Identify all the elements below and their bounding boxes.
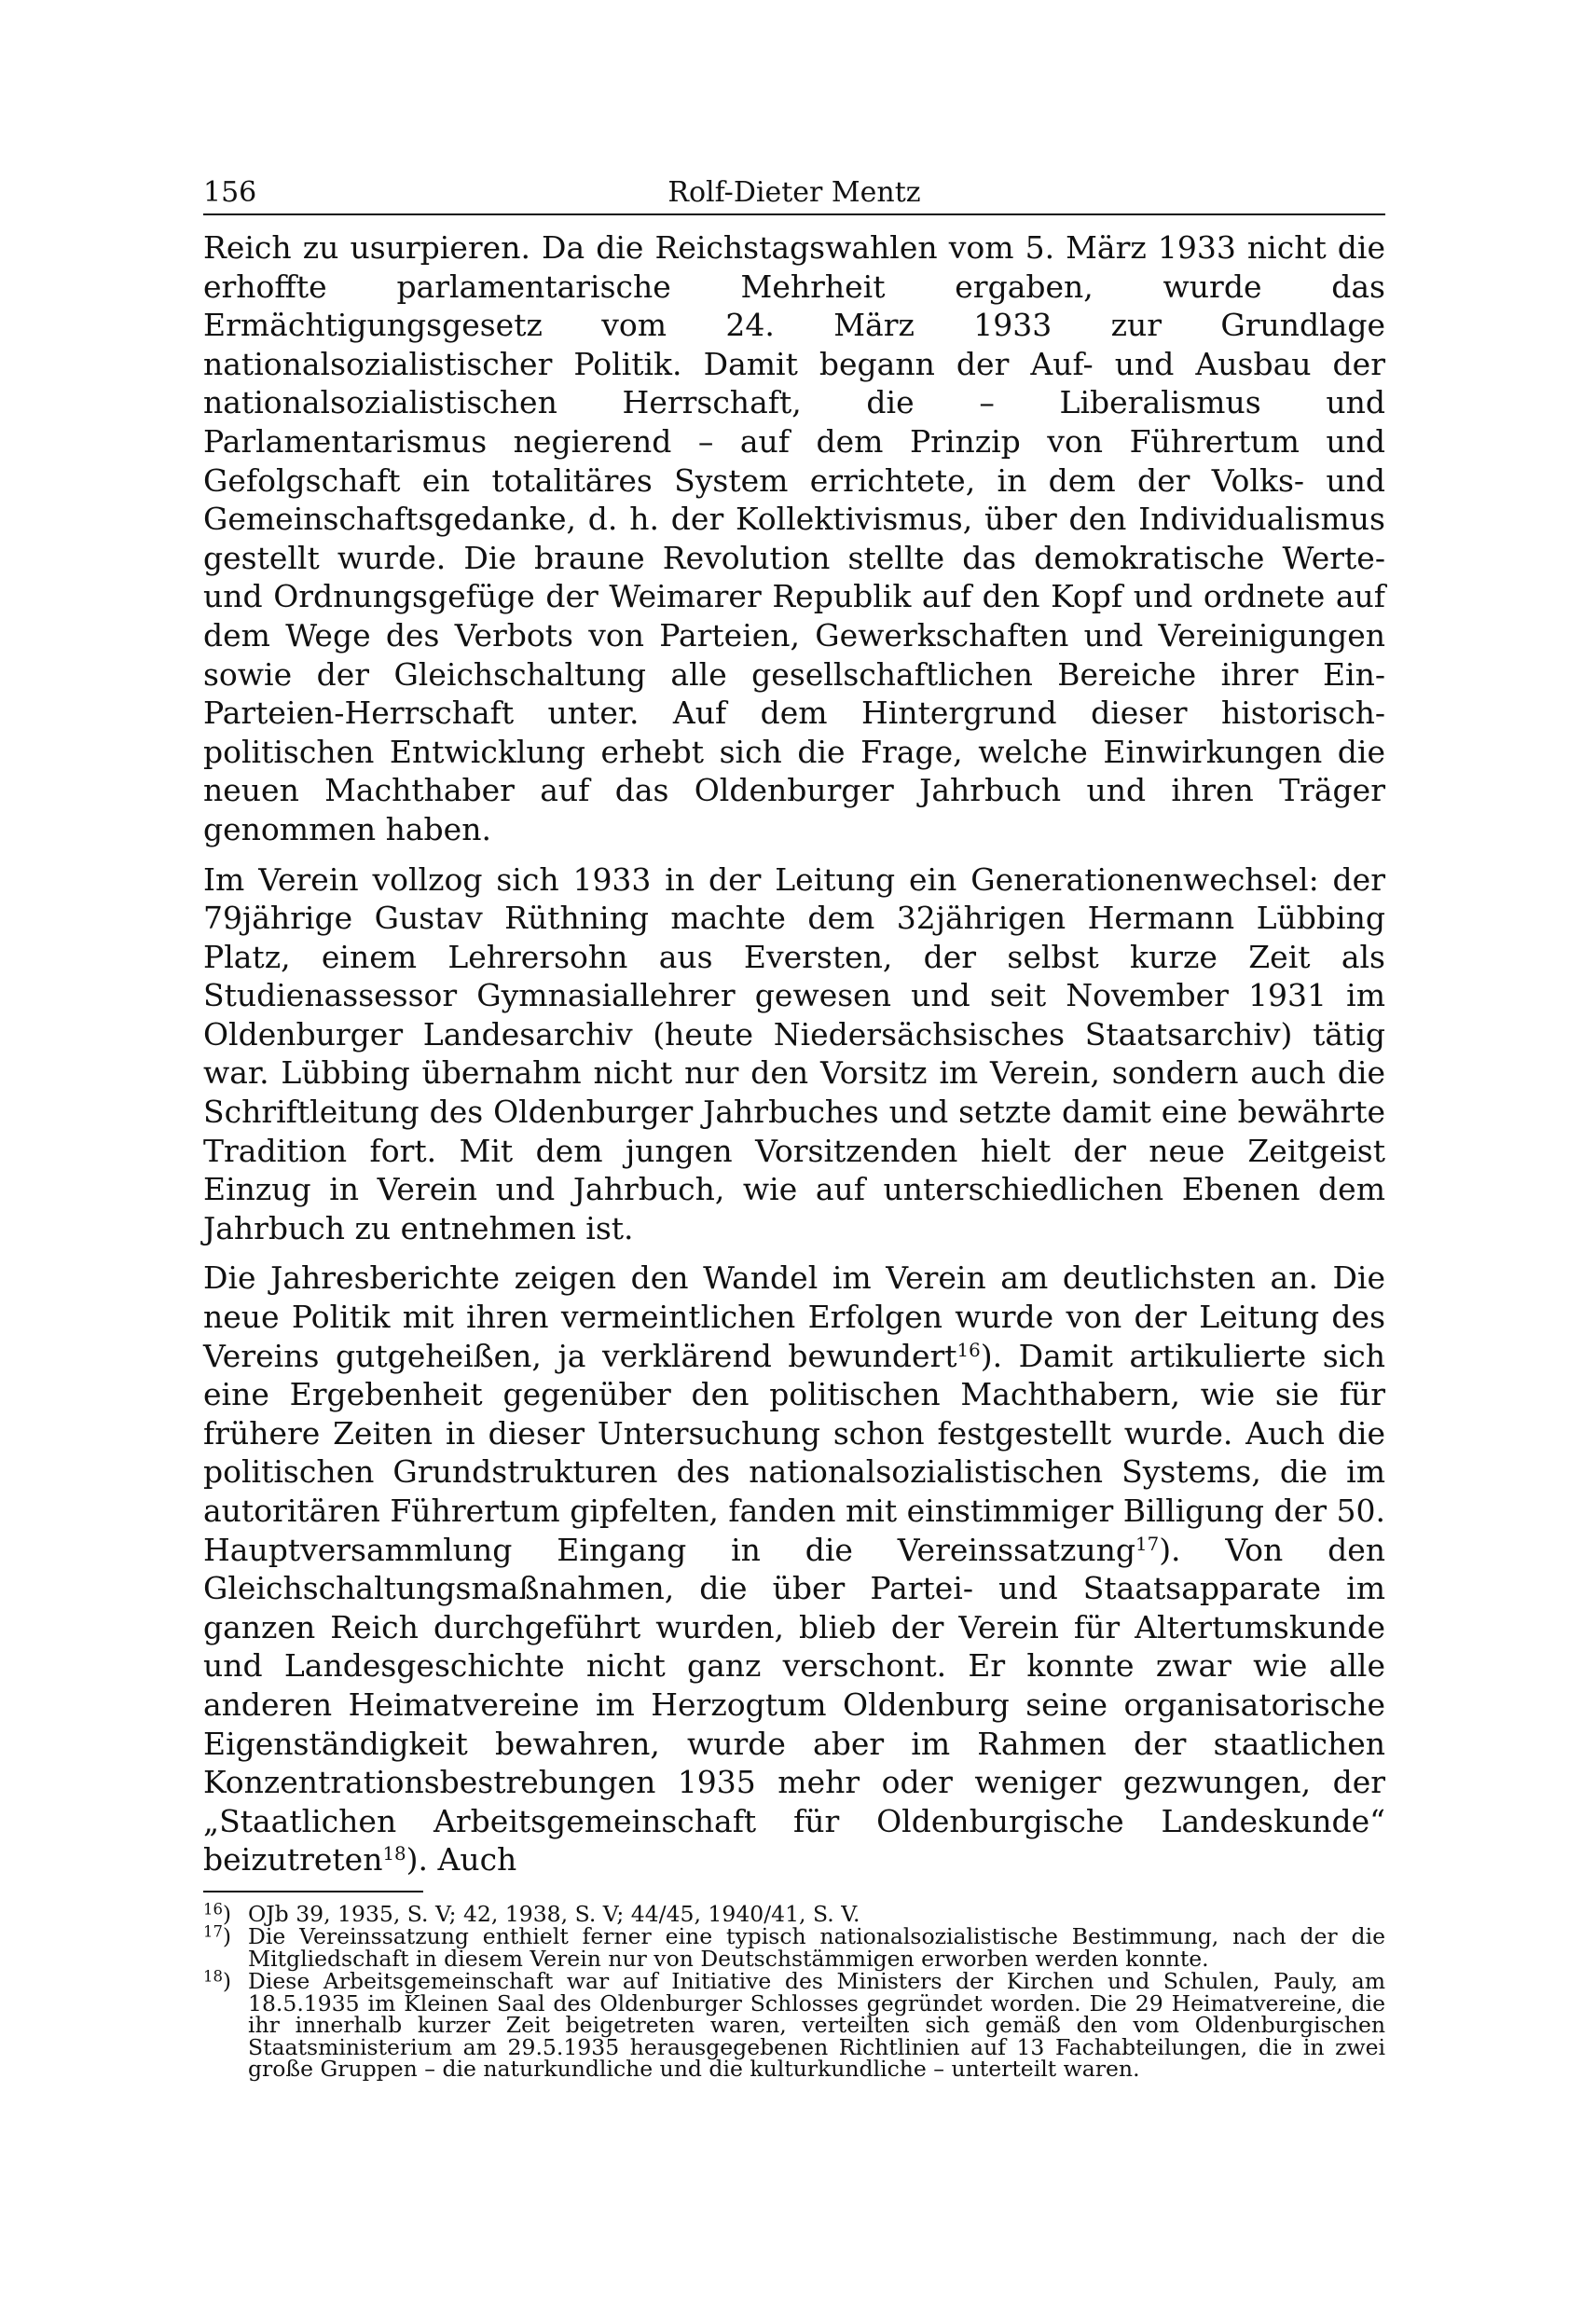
footnote-marker: $^{18}$) bbox=[203, 1968, 232, 1995]
paragraph-2: Im Verein vollzog sich 1933 in der Leitung ein Generationenwechsel: der 79jährige Gustav Rüthning machte dem 32jährigen Hermann Lübbing Platz, einem Lehrersohn aus Eversten, der selbst kurze Zeit als Studienassessor Gymnasiallehrer gewesen und seit November 1931 im Oldenburger Landesarchiv (heute Niedersächsisches Staatsarchiv) tätig war. Lübbing übernahm nicht nur den Vorsitz im Verein, sondern auch die Schriftleitung des Oldenburger Jahrbuches und setzte damit eine bewährte Tradition fort. Mit dem jungen Vorsitzenden hielt der neue Zeitgeist Einzug in Verein und Jahrbuch, wie auf unterschiedlichen Ebenen dem Jahrbuch zu entnehmen ist. bbox=[203, 860, 1385, 1246]
footnote-marker: $^{17}$) bbox=[203, 1923, 232, 1950]
body-text bbox=[203, 228, 1385, 1879]
footnote-16 bbox=[203, 1900, 1385, 1927]
running-head bbox=[203, 172, 1385, 215]
running-head-author: Rolf-Dieter Mentz bbox=[667, 176, 921, 209]
footnote-text: Diese Arbeitsgemeinschaft war auf Initiative des Ministers der Kirchen und Schulen, Pauly, am 18.5.1935 im Kleinen Saal des Oldenburger Schlosses gegründet worden. Die 29 Heimatvereine, die ihr innerhalb kurzer Zeit beigetreten waren, verteilten sich gemäß den vom Oldenburgischen Staatsministerium am 29.5.1935 herausgegebenen Richtlinien auf 13 Fachabteilungen, die in zwei große Gruppen – die naturkundliche und die kulturkundliche – unterteilt waren. bbox=[248, 1968, 1385, 2083]
footnote-divider bbox=[203, 1891, 423, 1892]
paragraph-3: Die Jahresberichte zeigen den Wandel im Verein am deutlichsten an. Die neue Politik mit ihren vermeintlichen Erfolgen wurde von der Leitung des Vereins gutgeheißen, ja verklärend bewundert$^{16}$). Damit artikulierte sich eine Ergebenheit gegenüber den politischen Machthabern, wie sie für frühere Zeiten in dieser Untersuchung schon festgestellt wurde. Auch die politischen Grundstrukturen des nationalsozialistischen Systems, die im autoritären Führertum gipfelten, fanden mit einstimmiger Billigung der 50. Hauptversammlung Eingang in die Vereinssatzung$^{17}$). Von den Gleichschaltungsmaßnahmen, die über Partei- und Staatsapparate im ganzen Reich durchgeführt wurden, blieb der Verein für Altertumskunde und Landesgeschichte nicht ganz verschont. Er konnte zwar wie alle anderen Heimatvereine im Herzogtum Oldenburg seine organisatorische Eigenständigkeit bewahren, wurde aber im Rahmen der staatlichen Konzentrationsbestrebungen 1935 mehr oder weniger gezwungen, der „Staatlichen Arbeitsgemeinschaft für Oldenburgische Landeskunde“ beizutreten$^{18}$). Auch bbox=[203, 1259, 1386, 1878]
footnote-18 bbox=[203, 1968, 1385, 2083]
footnote-ref-18: 18 bbox=[382, 1843, 406, 1865]
footnote-text: Die Vereinssatzung enthielt ferner eine typisch nationalsozialistische Bestimmung, nach der die Mitgliedschaft in diesem Verein nur von Deutschstämmigen erworben werden konnte. bbox=[248, 1923, 1385, 1972]
footnote-ref-16: 16 bbox=[956, 1339, 981, 1361]
paragraph-1: Reich zu usurpieren. Da die Reichstagswahlen vom 5. März 1933 nicht die erhoffte parlamentarische Mehrheit ergaben, wurde das Ermächtigungsgesetz vom 24. März 1933 zur Grundlage nationalsozialistischer Politik. Damit begann der Auf- und Ausbau der nationalsozialistischen Herrschaft, die – Liberalismus und Parlamentarismus negierend – auf dem Prinzip von Führertum und Gefolgschaft ein totalitäres System errichtete, in dem der Volks- und Gemeinschaftsgedanke, d. h. der Kollektivismus, über den Individualismus gestellt wurde. Die braune Revolution stellte das demokratische Werte- und Ordnungsgefüge der Weimarer Republik auf den Kopf und ordnete auf dem Wege des Verbots von Parteien, Gewerkschaften und Vereinigungen sowie der Gleichschaltung alle gesellschaftlichen Bereiche ihrer Ein-Parteien-Herrschaft unter. Auf dem Hintergrund dieser historisch-politischen Entwicklung erhebt sich die Frage, welche Einwirkungen die neuen Machthaber auf das Oldenburger Jahrbuch und ihren Träger genommen haben. bbox=[203, 229, 1385, 847]
page-number: 156 bbox=[203, 176, 257, 209]
footnote-17 bbox=[203, 1923, 1385, 1972]
footnote-marker: $^{16}$) bbox=[203, 1900, 232, 1927]
footnotes bbox=[203, 1900, 1385, 2083]
footnote-ref-17: 17 bbox=[1135, 1533, 1160, 1555]
document-page bbox=[203, 172, 1385, 2082]
footnote-text: OJb 39, 1935, S. V; 42, 1938, S. V; 44/45, 1940/41, S. V. bbox=[248, 1900, 860, 1927]
